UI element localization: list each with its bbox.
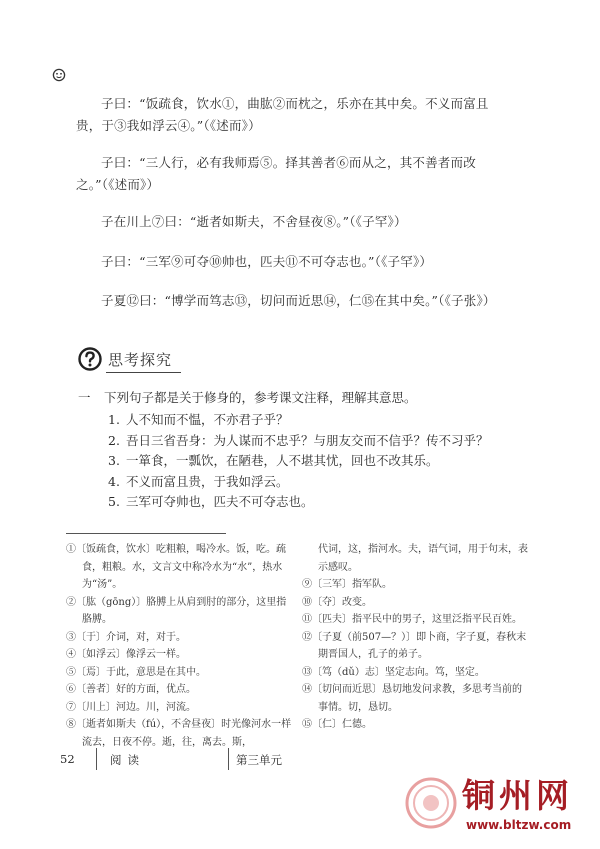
- exercise-item-text: 一箪食，一瓢饮，在陋巷，人不堪其忧，回也不改其乐。: [126, 453, 439, 468]
- passage-3: [76, 211, 496, 233]
- exercise-item-text: 吾日三省吾身：为人谋而不忠乎？与朋友交而不信乎？传不习乎？: [126, 432, 489, 448]
- footnote: ⑭〔切问而近思〕恳切地发问求教，多思考当前的事情。切，恳切。: [302, 684, 522, 713]
- exercise-item-number: 2.: [108, 432, 120, 448]
- exercise-item: [108, 451, 508, 472]
- footer-unit-title: 第三单元: [236, 753, 282, 767]
- footnote: ⑥〔善者〕好的方面，优点。: [66, 684, 196, 695]
- watermark: [404, 770, 584, 840]
- footer-book-title: 阅读: [110, 753, 145, 767]
- passage-text: 子在川上⑦曰：“逝者如斯夫，不舍昼夜⑧。”: [101, 214, 350, 229]
- exercise-item-list: [108, 410, 508, 513]
- passage-text: 子夏⑫曰：“博学而笃志⑬，切问而近思⑭，仁⑮在其中矣。”: [101, 293, 439, 308]
- exercise-item-number: 3.: [108, 453, 120, 468]
- passage-cite: （《述而》）: [101, 177, 160, 192]
- watermark-url: www.bltzw.com: [466, 818, 572, 832]
- footnote: ⑫〔子夏（前507—？）〕即卜商，字子夏，春秋末期晋国人，孔子的弟子。: [302, 631, 527, 660]
- footnote-divider: [66, 533, 226, 534]
- page-number: 52: [60, 752, 75, 766]
- exercise-item: [108, 492, 508, 513]
- exercise-item-number: 5.: [108, 494, 120, 509]
- footnote: ④〔如浮云〕像浮云一样。: [66, 649, 186, 660]
- exercise-item: [108, 410, 508, 431]
- watermark-site-name: 铜州网: [462, 776, 573, 815]
- footnote: ⑩〔夺〕改变。: [302, 596, 372, 608]
- passage-4: [76, 251, 496, 273]
- smiley-icon: [52, 68, 66, 82]
- exercise-instruction: 下列句子都是关于修身的，参考课文注释，理解其意思。: [104, 390, 417, 405]
- passage-cite: （《述而》）: [203, 118, 261, 133]
- footnote: ⑮〔仁〕仁德。: [302, 719, 372, 730]
- footnote: ⑦〔川上〕河边。川，河流。: [66, 701, 196, 713]
- passage-cite: （《子张》）: [438, 293, 496, 308]
- passage-text: 子曰：“三军⑨可夺⑩帅也，匹夫⑪不可夺志也。”: [101, 254, 375, 269]
- footer-divider: [228, 748, 229, 770]
- footnote: ②〔肱（gōng）〕胳膊上从肩到肘的部分，这里指胳膊。: [66, 596, 287, 625]
- footnote-continued: 代词，这，指河水。夫，语气词，用于句末，表示感叹。: [318, 544, 528, 573]
- question-mark-icon: [78, 347, 102, 371]
- page-footer: [60, 748, 320, 774]
- exercise-number: 一: [78, 390, 91, 405]
- exercise-item-number: 4.: [108, 473, 120, 489]
- footnotes-left-column: [66, 541, 292, 751]
- passage-text: 子曰：“三人行，必有我师焉⑤。择其善者⑥而从之，其不善者而改之。”: [76, 155, 476, 192]
- passage-text: 子曰：“饭疏食，饮水①，曲肱②而枕之，乐亦在其中矣。不义而富且贵，于③我如浮云④。”: [76, 96, 489, 133]
- section-title-underline: [106, 372, 181, 373]
- exercise-item-number: 1.: [108, 412, 120, 427]
- exercise-item-text: 人不知而不愠，不亦君子乎？: [126, 412, 289, 427]
- footnotes-right-column: [302, 541, 528, 734]
- footnote: ①〔饭疏食，饮水〕吃粗粮，喝冷水。饭，吃。疏食，粗粮。水，文言文中称冷水为“水”，热水为“汤”。: [66, 544, 286, 590]
- passage-cite: （《子罕》）: [349, 214, 407, 229]
- section-title: 思考探究: [108, 351, 173, 369]
- footer-divider: [96, 748, 97, 770]
- footnote: ⑪〔匹夫〕指平民中的男子，这里泛指平民百姓。: [302, 614, 522, 625]
- exercise-item-text: 不义而富且贵，于我如浮云。: [126, 473, 289, 489]
- footnote: ⑧〔逝者如斯夫（fú），不舍昼夜〕时光像河水一样流去，日夜不停。逝，往，离去。斯，: [66, 719, 292, 748]
- footnote: ⑨〔三军〕指军队。: [302, 579, 392, 590]
- passage-5: [76, 290, 496, 312]
- exercise-item: [108, 472, 508, 493]
- footnote: ③〔于〕介词，对，对于。: [66, 631, 186, 643]
- section-header: [78, 347, 518, 373]
- exercise-item-text: 三军可夺帅也，匹夫不可夺志也。: [126, 494, 314, 509]
- passage-2: [76, 152, 496, 196]
- exercise-item: [108, 431, 508, 452]
- footnote: ⑤〔焉〕于此，意思是在其中。: [66, 666, 206, 678]
- footnote: ⑬〔笃（dǔ）志〕坚定志向。笃，坚定。: [302, 666, 485, 678]
- seal-icon: [404, 776, 458, 830]
- passage-1: [76, 93, 496, 137]
- passage-cite: （《子罕》）: [374, 254, 433, 269]
